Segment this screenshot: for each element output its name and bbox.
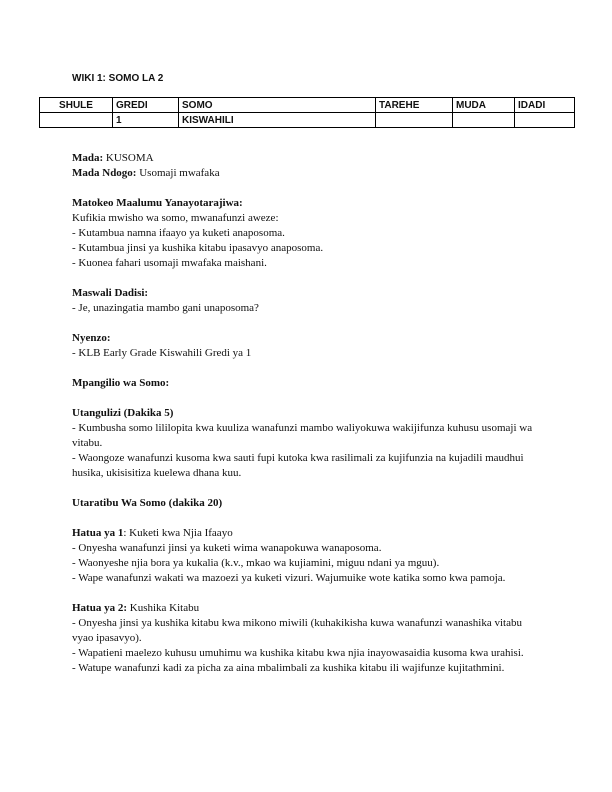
maswali-heading: Maswali Dadisi:	[72, 287, 149, 299]
cell-somo: KISWAHILI	[179, 113, 376, 128]
cell-muda	[453, 113, 515, 128]
list-item: - Wape wanafunzi wakati wa mazoezi ya kuketi vizuri. Wajumuike wote katika somo kwa pamoja.	[72, 572, 506, 584]
hatua1-title: : Kuketi kwa Njia Ifaayo	[123, 527, 233, 539]
table-row	[40, 113, 575, 128]
cell-idadi	[515, 113, 575, 128]
hatua1-section	[72, 526, 542, 586]
matokeo-section	[72, 196, 542, 271]
hatua2-label: Hatua ya 2:	[72, 602, 127, 614]
table-header-row	[40, 98, 575, 113]
list-item: - Kutambua namna ifaayo ya kuketi anaposoma.	[72, 227, 285, 239]
list-item: - Onyesha jinsi ya kushika kitabu kwa mikono miwili (kuhakikisha kuwa wanafunzi wanashika vitabu vyao ipasavyo).	[72, 617, 522, 644]
utaratibu-section	[72, 496, 542, 511]
header-tarehe: TAREHE	[376, 98, 453, 113]
header-shule: SHULE	[40, 98, 113, 113]
utaratibu-heading: Utaratibu Wa Somo (dakika 20)	[72, 497, 223, 509]
list-item: - KLB Early Grade Kiswahili Gredi ya 1	[72, 347, 252, 359]
week-title: WIKI 1: SOMO LA 2	[72, 73, 164, 84]
hatua2-section	[72, 601, 542, 676]
lesson-info-table	[39, 97, 575, 128]
mada-section	[72, 151, 542, 181]
lesson-content	[72, 151, 542, 691]
maswali-section	[72, 286, 542, 316]
header-idadi: IDADI	[515, 98, 575, 113]
list-item: - Kutambua jinsi ya kushika kitabu ipasavyo anaposoma.	[72, 242, 324, 254]
list-item: - Wapatieni maelezo kuhusu umuhimu wa kushika kitabu kwa njia inayowasaidia kusoma kwa urahisi.	[72, 647, 524, 659]
list-item: - Watupe wanafunzi kadi za picha za aina mbalimbali za kushika kitabu ili wajifunze kujitathmini.	[72, 662, 505, 674]
nyenzo-section	[72, 331, 542, 361]
hatua2-title: Kushika Kitabu	[127, 602, 200, 614]
cell-shule	[40, 113, 113, 128]
header-gredi: GREDI	[113, 98, 179, 113]
mada-label: Mada:	[72, 152, 104, 164]
list-item: - Kumbusha somo lililopita kwa kuuliza wanafunzi mambo waliyokuwa wakijifunza kuhusu usomaji wa vitabu.	[72, 422, 533, 449]
utangulizi-section	[72, 406, 542, 481]
list-item: - Je, unazingatia mambo gani unaposoma?	[72, 302, 259, 314]
cell-gredi: 1	[113, 113, 179, 128]
list-item: - Waonyeshe njia bora ya kukalia (k.v., mkao wa kujiamini, miguu ndani ya mguu).	[72, 557, 440, 569]
mada-ndogo-value: Usomaji mwafaka	[139, 167, 220, 179]
nyenzo-heading: Nyenzo:	[72, 332, 111, 344]
utangulizi-heading: Utangulizi (Dakika 5)	[72, 407, 174, 419]
mpangilio-heading: Mpangilio wa Somo:	[72, 377, 170, 389]
mada-value: KUSOMA	[105, 152, 154, 164]
matokeo-heading: Matokeo Maalumu Yanayotarajiwa:	[72, 197, 243, 209]
header-muda: MUDA	[453, 98, 515, 113]
mada-ndogo-label: Mada Ndogo:	[72, 167, 137, 179]
matokeo-intro: Kufikia mwisho wa somo, mwanafunzi aweze:	[72, 212, 279, 224]
list-item: - Onyesha wanafunzi jinsi ya kuketi wima wanapokuwa wanaposoma.	[72, 542, 382, 554]
list-item: - Kuonea fahari usomaji mwafaka maishani.	[72, 257, 267, 269]
cell-tarehe	[376, 113, 453, 128]
header-somo: SOMO	[179, 98, 376, 113]
mpangilio-section	[72, 376, 542, 391]
list-item: - Waongoze wanafunzi kusoma kwa sauti fupi kutoka kwa rasilimali za kujifunzia na kujadili maudhui husika, ukisisitiza kuelewa dhana kuu.	[72, 452, 524, 479]
hatua1-label: Hatua ya 1	[72, 527, 124, 539]
